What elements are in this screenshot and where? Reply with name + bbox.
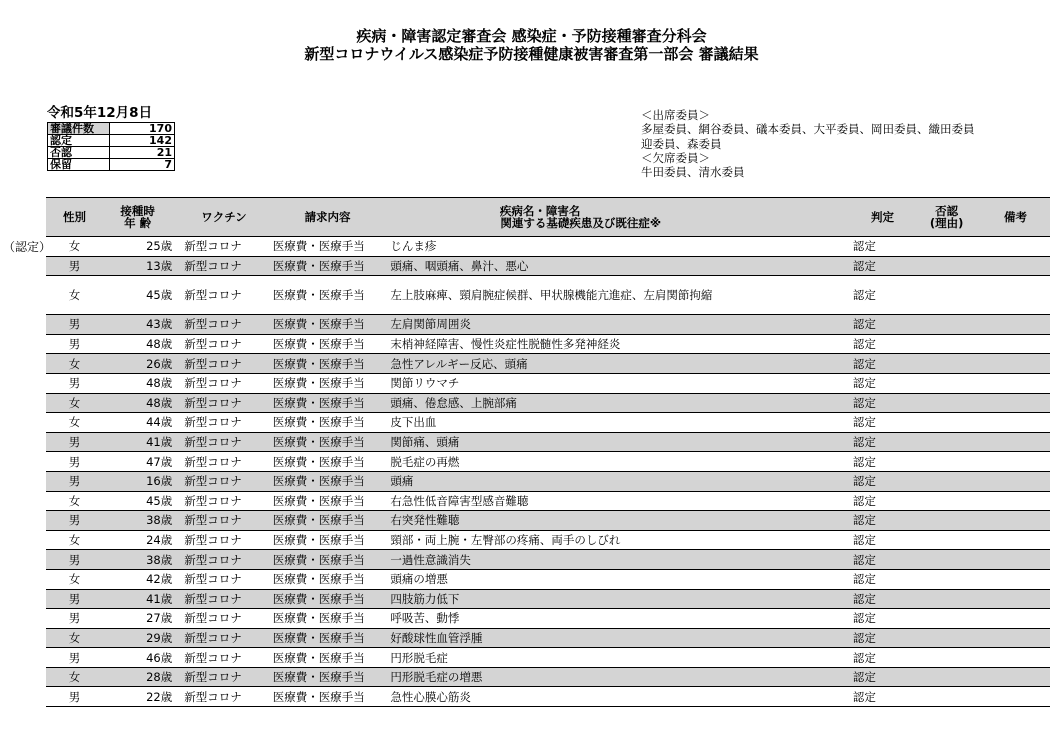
header-judgment: 判定 [853, 198, 912, 237]
header-age-line1: 接種時 [120, 204, 155, 218]
judgment-cell: 認定 [853, 237, 912, 257]
sex-cell: 女 [46, 530, 103, 550]
judgment-cell: 認定 [853, 276, 912, 315]
request-cell: 医療費・医療手当 [264, 530, 383, 550]
present-members-line: 迎委員、森委員 [641, 136, 722, 151]
header-disease [382, 198, 853, 237]
vaccine-cell: 新型コロナ [172, 393, 264, 413]
request-cell: 医療費・医療手当 [264, 569, 383, 589]
reason-cell [912, 648, 981, 668]
judgment-cell: 認定 [853, 315, 912, 335]
meeting-date: 令和5年12月8日 [47, 105, 153, 121]
header-reason-line1: 否認 [935, 204, 959, 218]
vaccine-cell: 新型コロナ [172, 471, 264, 491]
vaccine-cell: 新型コロナ [172, 530, 264, 550]
table-row [46, 687, 1050, 707]
summary-table [47, 122, 175, 171]
judgment-cell: 認定 [853, 511, 912, 531]
age-cell: 22歳 [103, 687, 172, 707]
summary-value: 21 [110, 147, 175, 159]
disease-cell: 頭痛 [382, 471, 853, 491]
disease-cell: 一過性意識消失 [382, 550, 853, 570]
present-members-line: 多屋委員、網谷委員、礒本委員、大平委員、岡田委員、織田委員 [641, 122, 975, 137]
vaccine-cell: 新型コロナ [172, 569, 264, 589]
reason-cell [912, 628, 981, 648]
sex-cell: 男 [46, 609, 103, 629]
judgment-cell: 認定 [853, 334, 912, 354]
judgment-cell: 認定 [853, 589, 912, 609]
age-cell: 43歳 [103, 315, 172, 335]
summary-label: 審議件数 [48, 123, 110, 135]
disease-cell: 円形脱毛症 [382, 648, 853, 668]
table-row [46, 393, 1050, 413]
request-cell: 医療費・医療手当 [264, 648, 383, 668]
vaccine-cell: 新型コロナ [172, 609, 264, 629]
judgment-cell: 認定 [853, 256, 912, 276]
age-cell: 41歳 [103, 589, 172, 609]
disease-cell: 頸部・両上腕・左臀部の疼痛、両手のしびれ [382, 530, 853, 550]
age-cell: 25歳 [103, 237, 172, 257]
disease-cell: 脱毛症の再燃 [382, 452, 853, 472]
title-line-2: 新型コロナウイルス感染症予防接種健康被害審査第一部会 審議結果 [304, 45, 759, 63]
absent-members-line: 牛田委員、清水委員 [641, 165, 745, 180]
table-body [46, 237, 1050, 707]
judgment-cell: 認定 [853, 491, 912, 511]
reason-cell [912, 569, 981, 589]
reason-cell [912, 373, 981, 393]
request-cell: 医療費・医療手当 [264, 589, 383, 609]
disease-cell: 左上肢麻痺、頸肩腕症候群、甲状腺機能亢進症、左肩関節拘縮 [382, 276, 853, 315]
table-row [46, 471, 1050, 491]
judgment-cell: 認定 [853, 393, 912, 413]
vaccine-cell: 新型コロナ [172, 667, 264, 687]
table-row [46, 609, 1050, 629]
reason-cell [912, 687, 981, 707]
note-cell [981, 687, 1050, 707]
request-cell: 医療費・医療手当 [264, 452, 383, 472]
reason-cell [912, 550, 981, 570]
title-line-1: 疾病・障害認定審査会 感染症・予防接種審査分科会 [356, 27, 707, 45]
sex-cell: 女 [46, 628, 103, 648]
sex-cell: 女 [46, 413, 103, 433]
reason-cell [912, 491, 981, 511]
note-cell [981, 373, 1050, 393]
table-row [46, 373, 1050, 393]
request-cell: 医療費・医療手当 [264, 628, 383, 648]
request-cell: 医療費・医療手当 [264, 334, 383, 354]
section-label-approved: （認定） [3, 240, 52, 254]
request-cell: 医療費・医療手当 [264, 373, 383, 393]
age-cell: 48歳 [103, 334, 172, 354]
request-cell: 医療費・医療手当 [264, 667, 383, 687]
note-cell [981, 413, 1050, 433]
reason-cell [912, 667, 981, 687]
request-cell: 医療費・医療手当 [264, 432, 383, 452]
header-reason-line2: (理由) [929, 216, 964, 230]
disease-cell: 末梢神経障害、慢性炎症性脱髄性多発神経炎 [382, 334, 853, 354]
request-cell: 医療費・医療手当 [264, 237, 383, 257]
age-cell: 38歳 [103, 550, 172, 570]
reason-cell [912, 276, 981, 315]
summary-row [48, 123, 175, 135]
sex-cell: 女 [46, 393, 103, 413]
reason-cell [912, 471, 981, 491]
summary-label: 否認 [48, 147, 110, 159]
table-row [46, 511, 1050, 531]
absent-members-heading: ＜欠席委員＞ [641, 150, 710, 165]
table-row [46, 589, 1050, 609]
header-reason [912, 198, 981, 237]
disease-cell: 好酸球性血管浮腫 [382, 628, 853, 648]
disease-cell: 関節リウマチ [382, 373, 853, 393]
disease-cell: 左肩関節周囲炎 [382, 315, 853, 335]
vaccine-cell: 新型コロナ [172, 413, 264, 433]
summary-label: 保留 [48, 159, 110, 171]
table-row [46, 530, 1050, 550]
age-cell: 46歳 [103, 648, 172, 668]
sex-cell: 女 [46, 491, 103, 511]
note-cell [981, 393, 1050, 413]
judgment-cell: 認定 [853, 628, 912, 648]
request-cell: 医療費・医療手当 [264, 354, 383, 374]
note-cell [981, 354, 1050, 374]
note-cell [981, 471, 1050, 491]
age-cell: 13歳 [103, 256, 172, 276]
request-cell: 医療費・医療手当 [264, 256, 383, 276]
members-block [641, 108, 975, 179]
request-cell: 医療費・医療手当 [264, 276, 383, 315]
disease-cell: 急性心膜心筋炎 [382, 687, 853, 707]
summary-value: 142 [110, 135, 175, 147]
sex-cell: 男 [46, 471, 103, 491]
disease-cell: 右急性低音障害型感音難聴 [382, 491, 853, 511]
judgment-cell: 認定 [853, 530, 912, 550]
age-cell: 47歳 [103, 452, 172, 472]
sex-cell: 男 [46, 687, 103, 707]
sex-cell: 男 [46, 589, 103, 609]
age-cell: 29歳 [103, 628, 172, 648]
vaccine-cell: 新型コロナ [172, 276, 264, 315]
disease-cell: 皮下出血 [382, 413, 853, 433]
note-cell [981, 256, 1050, 276]
header-age-line2: 年 齢 [124, 216, 152, 230]
sex-cell: 男 [46, 452, 103, 472]
request-cell: 医療費・医療手当 [264, 315, 383, 335]
reason-cell [912, 432, 981, 452]
note-cell [981, 491, 1050, 511]
vaccine-cell: 新型コロナ [172, 237, 264, 257]
age-cell: 38歳 [103, 511, 172, 531]
header-related-label: 関連する基礎疾患及び既往症※ [500, 216, 662, 230]
summary-value: 7 [110, 159, 175, 171]
age-cell: 27歳 [103, 609, 172, 629]
age-cell: 16歳 [103, 471, 172, 491]
note-cell [981, 589, 1050, 609]
judgment-cell: 認定 [853, 648, 912, 668]
disease-cell: 頭痛、咽頭痛、鼻汁、悪心 [382, 256, 853, 276]
reason-cell [912, 354, 981, 374]
reason-cell [912, 511, 981, 531]
table-row [46, 256, 1050, 276]
sex-cell: 男 [46, 315, 103, 335]
age-cell: 28歳 [103, 667, 172, 687]
sex-cell: 女 [46, 569, 103, 589]
note-cell [981, 667, 1050, 687]
vaccine-cell: 新型コロナ [172, 511, 264, 531]
vaccine-cell: 新型コロナ [172, 315, 264, 335]
header-vaccine: ワクチン [172, 198, 264, 237]
sex-cell: 女 [46, 237, 103, 257]
table-row [46, 354, 1050, 374]
table-row [46, 569, 1050, 589]
sex-cell: 女 [46, 667, 103, 687]
table-row [46, 648, 1050, 668]
judgment-cell: 認定 [853, 609, 912, 629]
disease-cell: 右突発性難聴 [382, 511, 853, 531]
reason-cell [912, 452, 981, 472]
disease-cell: 急性アレルギー反応、頭痛 [382, 354, 853, 374]
disease-cell: 頭痛の増悪 [382, 569, 853, 589]
judgment-cell: 認定 [853, 452, 912, 472]
reason-cell [912, 589, 981, 609]
age-cell: 45歳 [103, 276, 172, 315]
sex-cell: 女 [46, 354, 103, 374]
header-note: 備考 [981, 198, 1050, 237]
vaccine-cell: 新型コロナ [172, 687, 264, 707]
table-row [46, 413, 1050, 433]
vaccine-cell: 新型コロナ [172, 589, 264, 609]
age-cell: 41歳 [103, 432, 172, 452]
request-cell: 医療費・医療手当 [264, 471, 383, 491]
vaccine-cell: 新型コロナ [172, 452, 264, 472]
age-cell: 24歳 [103, 530, 172, 550]
note-cell [981, 237, 1050, 257]
table-row [46, 334, 1050, 354]
judgment-cell: 認定 [853, 569, 912, 589]
disease-cell: 頭痛、倦怠感、上腕部痛 [382, 393, 853, 413]
judgment-cell: 認定 [853, 550, 912, 570]
age-cell: 42歳 [103, 569, 172, 589]
header-sex: 性別 [46, 198, 103, 237]
reason-cell [912, 413, 981, 433]
sex-cell: 男 [46, 256, 103, 276]
header-age [103, 198, 172, 237]
vaccine-cell: 新型コロナ [172, 354, 264, 374]
results-table [46, 197, 1050, 707]
sex-cell: 男 [46, 648, 103, 668]
vaccine-cell: 新型コロナ [172, 256, 264, 276]
header-disease-label: 疾病名・障害名 [499, 204, 581, 218]
table-row [46, 628, 1050, 648]
age-cell: 45歳 [103, 491, 172, 511]
table-row [46, 315, 1050, 335]
vaccine-cell: 新型コロナ [172, 373, 264, 393]
reason-cell [912, 393, 981, 413]
note-cell [981, 569, 1050, 589]
disease-cell: 四肢筋力低下 [382, 589, 853, 609]
reason-cell [912, 530, 981, 550]
reason-cell [912, 256, 981, 276]
note-cell [981, 609, 1050, 629]
reason-cell [912, 609, 981, 629]
request-cell: 医療費・医療手当 [264, 511, 383, 531]
note-cell [981, 550, 1050, 570]
table-row [46, 432, 1050, 452]
note-cell [981, 511, 1050, 531]
sex-cell: 女 [46, 276, 103, 315]
note-cell [981, 432, 1050, 452]
sex-cell: 男 [46, 373, 103, 393]
table-row [46, 667, 1050, 687]
table-header-row [46, 198, 1050, 237]
judgment-cell: 認定 [853, 471, 912, 491]
sex-cell: 男 [46, 550, 103, 570]
age-cell: 26歳 [103, 354, 172, 374]
vaccine-cell: 新型コロナ [172, 432, 264, 452]
request-cell: 医療費・医療手当 [264, 609, 383, 629]
judgment-cell: 認定 [853, 413, 912, 433]
vaccine-cell: 新型コロナ [172, 334, 264, 354]
sex-cell: 男 [46, 511, 103, 531]
request-cell: 医療費・医療手当 [264, 550, 383, 570]
note-cell [981, 334, 1050, 354]
request-cell: 医療費・医療手当 [264, 413, 383, 433]
summary-row [48, 135, 175, 147]
judgment-cell: 認定 [853, 354, 912, 374]
judgment-cell: 認定 [853, 373, 912, 393]
request-cell: 医療費・医療手当 [264, 491, 383, 511]
summary-row [48, 159, 175, 171]
judgment-cell: 認定 [853, 432, 912, 452]
table-row [46, 491, 1050, 511]
table-row [46, 237, 1050, 257]
reason-cell [912, 237, 981, 257]
note-cell [981, 648, 1050, 668]
judgment-cell: 認定 [853, 687, 912, 707]
note-cell [981, 276, 1050, 315]
note-cell [981, 530, 1050, 550]
table-row [46, 550, 1050, 570]
vaccine-cell: 新型コロナ [172, 491, 264, 511]
summary-label: 認定 [48, 135, 110, 147]
vaccine-cell: 新型コロナ [172, 648, 264, 668]
summary-row [48, 147, 175, 159]
disease-cell: じんま疹 [382, 237, 853, 257]
note-cell [981, 628, 1050, 648]
request-cell: 医療費・医療手当 [264, 687, 383, 707]
judgment-cell: 認定 [853, 667, 912, 687]
header-request: 請求内容 [264, 198, 383, 237]
age-cell: 44歳 [103, 413, 172, 433]
summary-block [47, 106, 175, 171]
reason-cell [912, 315, 981, 335]
vaccine-cell: 新型コロナ [172, 628, 264, 648]
present-members-heading: ＜出席委員＞ [641, 108, 710, 122]
vaccine-cell: 新型コロナ [172, 550, 264, 570]
table-row [46, 276, 1050, 315]
age-cell: 48歳 [103, 373, 172, 393]
note-cell [981, 315, 1050, 335]
disease-cell: 呼吸苦、動悸 [382, 609, 853, 629]
age-cell: 48歳 [103, 393, 172, 413]
sex-cell: 男 [46, 334, 103, 354]
sex-cell: 男 [46, 432, 103, 452]
request-cell: 医療費・医療手当 [264, 393, 383, 413]
summary-value: 170 [110, 123, 175, 135]
note-cell [981, 452, 1050, 472]
disease-cell: 円形脱毛症の増悪 [382, 667, 853, 687]
reason-cell [912, 334, 981, 354]
table-row [46, 452, 1050, 472]
disease-cell: 関節痛、頭痛 [382, 432, 853, 452]
